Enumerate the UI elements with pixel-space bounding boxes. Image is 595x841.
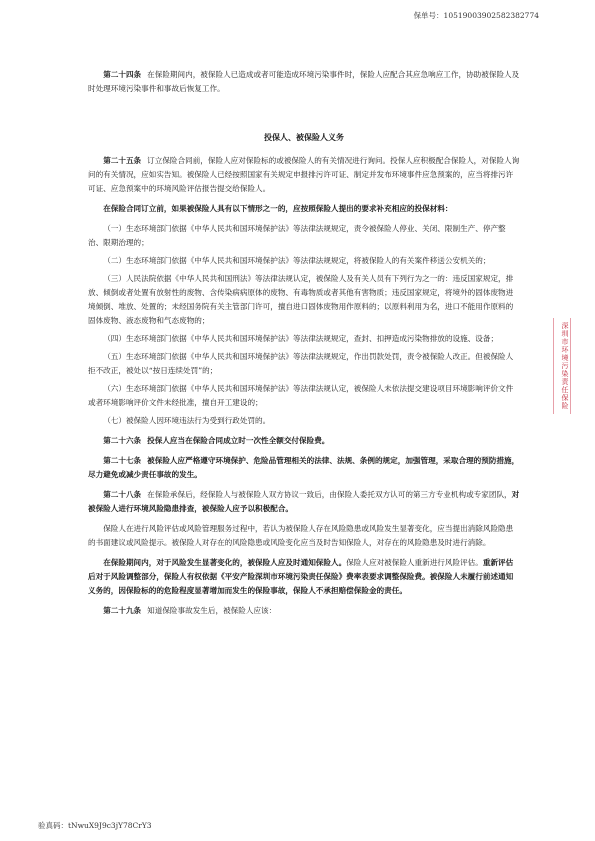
list-item: （五）生态环境部门依据《中华人民共和国环境保护法》等法律法规规定，作出罚款处罚，责令被保险人改正。但被保险人拒不改正，被处以“按日连续处罚”的；	[88, 352, 514, 375]
article-number: 第二十六条	[103, 436, 142, 445]
article-28	[88, 488, 520, 516]
section-heading: 投保人、被保险人义务	[264, 132, 344, 142]
verification-code: 验真码：tNwuX9J9c3jY78CrY3	[38, 821, 152, 830]
article-28-paragraph-2: 保险人在进行风险评估或风险管理服务过程中，若认为被保险人存在风险隐患或风险发生显著变化，应当提出消除风险隐患的书面建议或风险提示。被保险人对存在的风险隐患或风险变化应当及时告知保险人，对存在的风险隐患及时进行消除。	[88, 524, 514, 547]
article-26	[88, 434, 520, 448]
article-number: 第二十九条	[103, 606, 142, 615]
article-text: 被保险人应严格遵守环境保护、危险品管理相关的法律、法规、条例的规定，加强管理，采取合理的预防措施，尽力避免或减少责任事故的发生。	[88, 456, 520, 479]
article-number: 第二十七条	[103, 456, 142, 465]
bold-text: 重新评估后对于风险调整部分，保险人有权依据《平安产险深圳市环境污染责任保险》费率表要求调整保险费。被保险人未履行前述通知义务的，因保险标的的危险程度显著增加而发生的保险事故，保险人不承担赔偿保险金的责任。	[88, 558, 514, 595]
article-29	[88, 604, 520, 618]
article-25	[88, 154, 520, 196]
side-seal-stamp: 深圳市环境污染责任保险	[553, 318, 571, 414]
list-item: （四）生态环境部门依据《中华人民共和国环境保护法》等法律法规规定，查封、扣押造成污染物排放的设施、设备；	[103, 334, 499, 343]
article-24	[88, 68, 520, 96]
article-text: 投保人应当在保险合同成立时一次性全额交付保险费。	[147, 436, 330, 445]
article-text: 订立保险合同前，保险人应对保险标的或被保险人的有关情况进行询问。投保人应积极配合保险人，对保险人询问的有关情况，应如实告知。被保险人已经按照国家有关规定申报排污许可证、制定并发布环境事件应急预案的，应当将排污许可证、应急预案中的环境风险评估报告提交给保险人。	[88, 156, 520, 193]
article-number: 第二十四条	[103, 70, 142, 79]
article-text: 知道保险事故发生后，被保险人应该：	[147, 606, 277, 615]
article-number: 第二十五条	[103, 156, 142, 165]
article-text-bold: 对被保险人进行环境风险隐患排查，被保险人应予以积极配合。	[88, 490, 520, 513]
normal-text: 保险人应对被保险人重新进行风险评估。	[346, 558, 483, 567]
list-item: （七）被保险人因环境违法行为受到行政处罚的。	[103, 416, 271, 425]
article-text: 在保险期间内，被保险人已造成或者可能造成环境污染事件时，保险人应配合其应急响应工作，协助被保险人及时处理环境污染事件和事故后恢复工作。	[88, 70, 520, 93]
policy-number: 保单号：10519003902582382774	[413, 11, 539, 20]
article-25-bold-paragraph: 在保险合同订立前，如果被保险人具有以下情形之一的，应按照保险人提出的要求补充相应的投保材料：	[103, 204, 453, 213]
article-27	[88, 454, 520, 482]
list-item: （六）生态环境部门依据《中华人民共和国环境保护法》等法律法规认定，被保险人未依法提交建设项目环境影响评价文件或者环境影响评价文件未经批准，擅自开工建设的；	[88, 384, 514, 407]
list-item: （二）生态环境部门依据《中华人民共和国环境保护法》等法律法规规定，将被保险人的有关案件移送公安机关的；	[103, 256, 491, 265]
article-text: 在保险承保后，经保险人与被保险人双方协议一致后，由保险人委托双方认可的第三方专业机构或专家团队，	[147, 490, 512, 499]
bold-text: 在保险期间内，对于风险发生显著变化的，被保险人应及时通知保险人。	[103, 558, 347, 567]
list-item: （一）生态环境部门依据《中华人民共和国环境保护法》等法律法规规定，责令被保险人停业、关闭、限制生产、停产整治、限期治理的；	[88, 224, 506, 247]
document-body	[88, 68, 520, 624]
list-item: （三）人民法院依据《中华人民共和国刑法》等法律法规认定，被保险人及有关人员有下列行为之一的：违反国家规定，排放、倾倒或者处置有放射性的废物、含传染病病原体的废物、有毒物质或者其他有害物质；违反国家规定，将境外的固体废物进境倾倒、堆放、处置的；未经国务院有关主管部门许可，擅自进口固体废物用作原料的；以原料利用为名，进口不能用作原料的固体废物、液态废物和气态废物的；	[88, 274, 514, 325]
article-number: 第二十八条	[103, 490, 142, 499]
article-28-paragraph-3	[88, 556, 520, 598]
